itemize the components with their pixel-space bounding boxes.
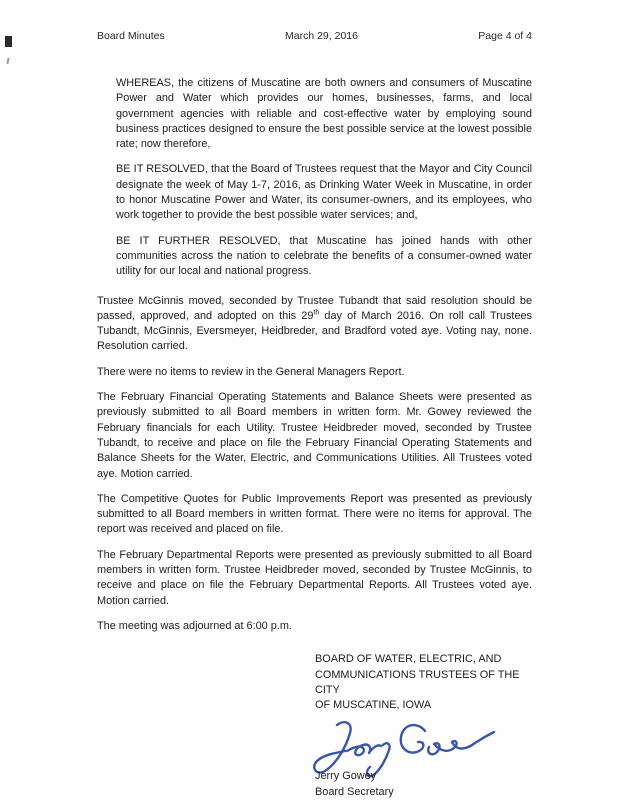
motion-text-post: day of March 2016. On roll call Trustees Tubandt, McGinnis, Eversmeyer, Heidbreder, and Bradford voted aye. Voting nay, none. Resolution carried.: [97, 309, 532, 353]
resolution-paragraph-resolved: BE IT RESOLVED, that the Board of Trustees request that the Mayor and City Council designate the week of May 1-7, 2016, as Drinking Water Week in Muscatine, in order to honor Muscatine Power and Water, its consumer-owners, and its employees, who work together to provide the best possible water services; and,: [116, 163, 532, 222]
signature-org-line: BOARD OF WATER, ELECTRIC, AND: [315, 653, 502, 666]
motion-paragraph: [97, 294, 532, 355]
signature-org-line: COMMUNICATIONS TRUSTEES OF THE CITY: [315, 668, 520, 696]
ordinal-suffix: th: [313, 309, 320, 317]
signature-block: [315, 652, 532, 800]
body-paragraph-competitive-quotes: The Competitive Quotes for Public Improvements Report was presented as previously submitted to all Board members in written format. There were no items for approval. The report was received and placed on file.: [97, 492, 532, 536]
header-page-number: Page 4 of 4: [478, 30, 532, 42]
body-paragraph-adjournment: The meeting was adjourned at 6:00 p.m.: [97, 619, 292, 632]
motion-text-pre: Trustee McGinnis moved, seconded by Trustee Tubandt that said resolution should be passed, approved, and adopted on this 29: [97, 294, 532, 322]
signature-org-line: OF MUSCATINE, IOWA: [315, 699, 432, 712]
signatory-name: Jerry Gowey: [315, 770, 377, 783]
header-doc-title: Board Minutes: [97, 30, 165, 42]
signatory-title: Board Secretary: [315, 785, 394, 798]
scan-artifact: [5, 36, 12, 47]
body-paragraph-financial-statements: The February Financial Operating Statements and Balance Sheets were presented as previously submitted to all Board members in written form. Mr. Gowey reviewed the February financials for each Utility. Trustee Heidbreder moved, seconded by Trustee Tubandt, to receive and place on file the February Financial Operating Statements and Balance Sheets for the Water, Electric, and Communications Utilities. All Trustees voted aye. Motion carried.: [97, 391, 532, 480]
scan-artifact: [6, 58, 9, 64]
header-date: March 29, 2016: [285, 30, 358, 42]
page-header: [97, 30, 532, 42]
page-content: [97, 30, 532, 800]
body-paragraph-departmental-reports: The February Departmental Reports were presented as previously submitted to all Board members in written form. Trustee Heidbreder moved, seconded by Trustee McGinnis, to receive and place on file the February Departmental Reports. All Trustees voted aye. Motion carried.: [97, 548, 532, 607]
body-paragraph-general-managers-report: There were no items to review in the General Managers Report.: [97, 365, 405, 378]
resolution-section: [97, 76, 532, 280]
resolution-paragraph-whereas: WHEREAS, the citizens of Muscatine are both owners and consumers of Muscatine Power and Water which provides our homes, businesses, farms, and local government agencies with reliable and cost-effective water by employing sound business practices designed to ensure the best possible service at the lowest possible rate; now therefore,: [116, 77, 532, 151]
resolution-paragraph-further-resolved: BE IT FURTHER RESOLVED, that Muscatine has joined hands with other communities across the nation to celebrate the benefits of a consumer-owned water utility for our local and national progress.: [116, 234, 532, 278]
